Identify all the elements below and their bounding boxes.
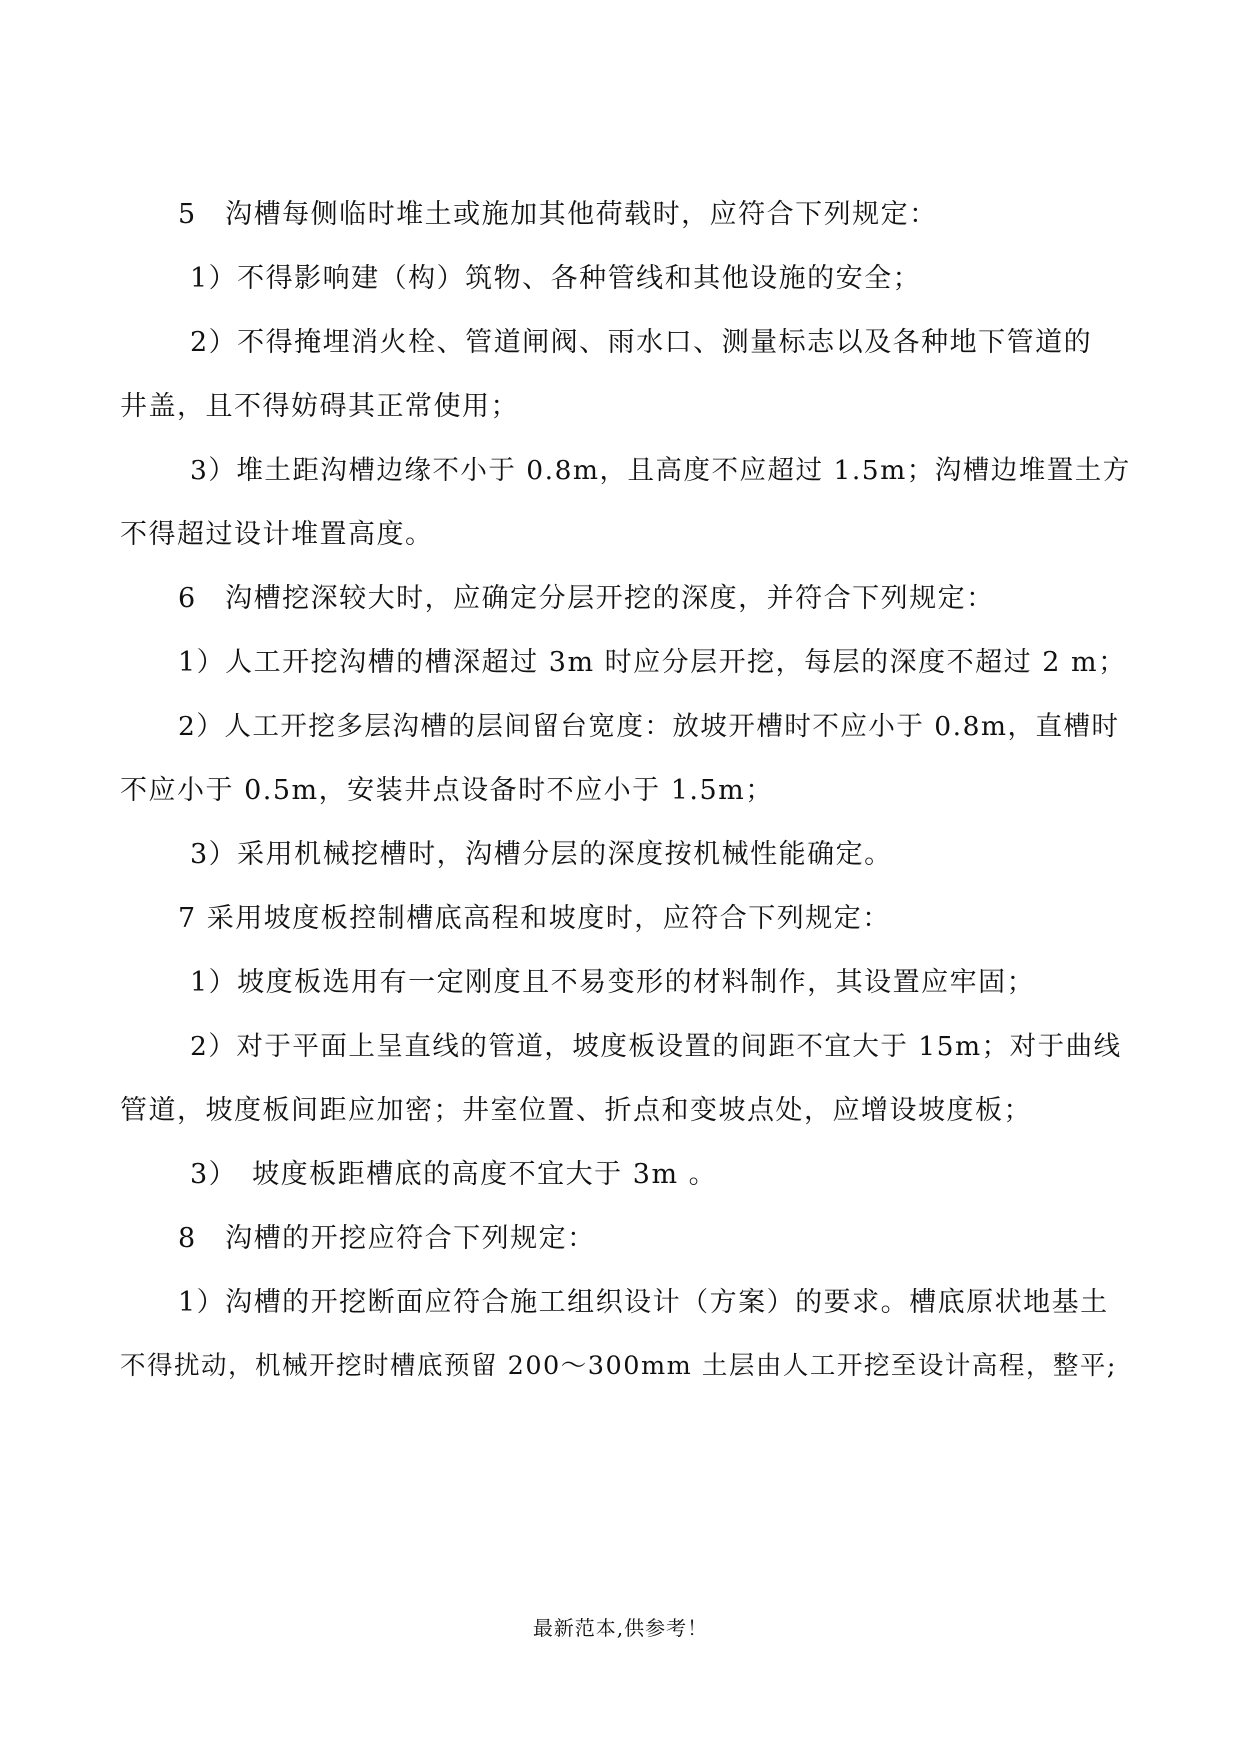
clause-6-item-3: 3）采用机械挖槽时，沟槽分层的深度按机械性能确定。 — [190, 839, 893, 870]
clause-5-item-3-line-1: 3）堆土距沟槽边缘不小于 0.8m，且高度不应超过 1.5m；沟槽边堆置土方 — [190, 454, 1131, 486]
clause-7-item-3: 3） 坡度板距槽底的高度不宜大于 3m 。 — [190, 1159, 718, 1190]
clause-5-item-2-line-1: 2）不得掩埋消火栓、管道闸阀、雨水口、测量标志以及各种地下管道的 — [190, 327, 1093, 358]
clause-8-heading: 8 沟槽的开挖应符合下列规定： — [178, 1223, 596, 1254]
clause-6-item-2-line-1: 2）人工开挖多层沟槽的层间留台宽度：放坡开槽时不应小于 0.8m，直槽时 — [178, 710, 1120, 742]
clause-8-item-1-line-1: 1）沟槽的开挖断面应符合施工组织设计（方案）的要求。槽底原状地基土 — [178, 1287, 1109, 1318]
clause-6-item-1: 1）人工开挖沟槽的槽深超过 3m 时应分层开挖，每层的深度不超过 2 m； — [178, 647, 1127, 678]
clause-5-item-3-line-2: 不得超过设计堆置高度。 — [120, 519, 434, 550]
clause-7-item-1: 1）坡度板选用有一定刚度且不易变形的材料制作，其设置应牢固； — [190, 967, 1036, 998]
clause-5-heading: 5 沟槽每侧临时堆土或施加其他荷载时，应符合下列规定： — [178, 199, 938, 230]
clause-7-heading: 7 采用坡度板控制槽底高程和坡度时，应符合下列规定： — [178, 903, 891, 934]
clause-5-item-2-line-2: 井盖，且不得妨碍其正常使用； — [120, 391, 519, 422]
clause-5-item-1: 1）不得影响建（构）筑物、各种管线和其他设施的安全； — [190, 263, 922, 294]
clause-7-item-2-line-2: 管道，坡度板间距应加密；井室位置、折点和变坡点处，应增设坡度板； — [120, 1095, 1032, 1126]
clause-7-item-2-line-1: 2）对于平面上呈直线的管道，坡度板设置的间距不宜大于 15m；对于曲线 — [190, 1030, 1122, 1062]
clause-6-heading: 6 沟槽挖深较大时，应确定分层开挖的深度，并符合下列规定： — [178, 583, 995, 614]
clause-8-item-1-line-2: 不得扰动，机械开挖时槽底预留 200～300mm 土层由人工开挖至设计高程，整平; — [120, 1350, 1118, 1381]
clause-6-item-2-line-2: 不应小于 0.5m，安装井点设备时不应小于 1.5m； — [120, 775, 774, 806]
page-footer: 最新范本,供参考！ — [532, 1616, 709, 1640]
